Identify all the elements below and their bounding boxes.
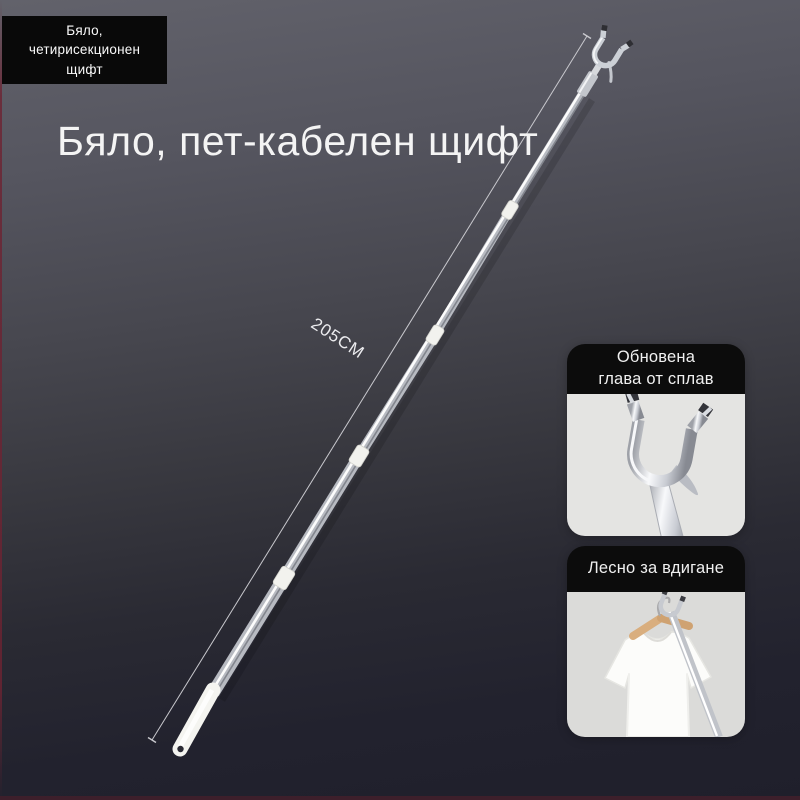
variant-badge (2, 16, 167, 84)
feature-panel-title-line: глава от сплав (598, 370, 714, 388)
variant-badge-line: четирисекционен (28, 42, 141, 58)
left-accent-edge (0, 0, 2, 800)
tshirt-hanger-icon (567, 592, 745, 737)
alloy-fork-head-closeup-image (567, 394, 745, 536)
fork-head-icon (565, 23, 634, 104)
feature-panel-title-line: Обновена (616, 348, 696, 367)
bottom-accent-strip (0, 796, 800, 800)
feature-panel-title (567, 344, 745, 394)
pole-handle (177, 690, 213, 752)
feature-panel-title (567, 546, 745, 592)
feature-panel-easy-lift (567, 546, 745, 737)
tshirt-lift-demo-image (567, 592, 745, 737)
feature-panel-title-line: Лесно за вдигане (587, 559, 725, 578)
pole-shadow (222, 100, 592, 700)
variant-badge-line: Бяло, (66, 22, 103, 38)
feature-panel-alloy-head (567, 344, 745, 536)
dimension-label: 205CM (307, 314, 369, 363)
variant-badge-line: щифт (66, 61, 103, 77)
product-title: Бяло, пет-кабелен щифт (57, 118, 539, 164)
fork-closeup-icon (567, 394, 745, 536)
hang-hole (177, 746, 183, 752)
